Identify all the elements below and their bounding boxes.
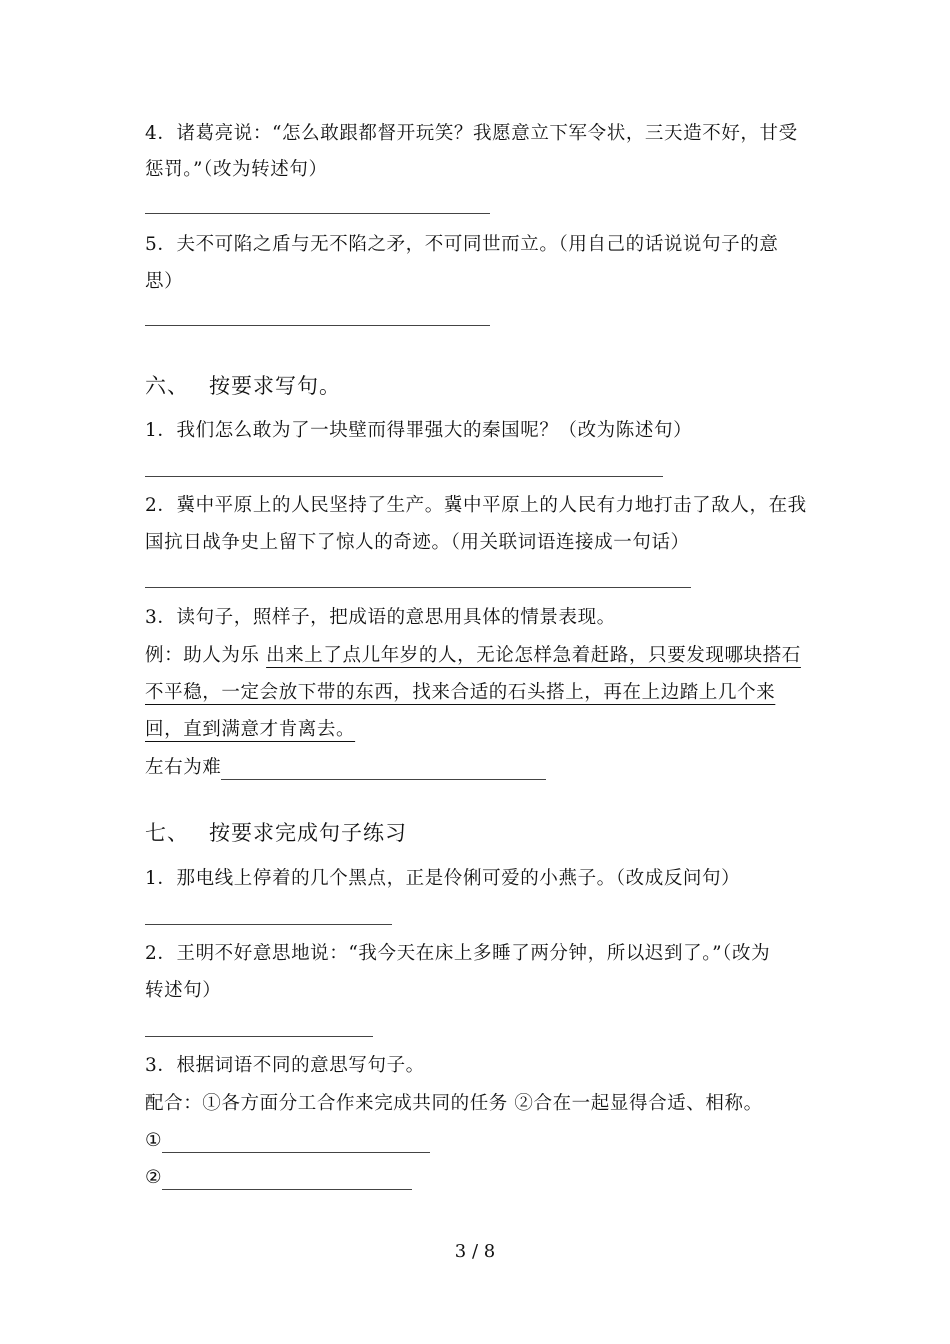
example-prefix: 例：助人为乐 [145,645,260,666]
task-answer-blank[interactable] [221,757,546,780]
s6-q2-answer-line[interactable] [145,587,691,588]
q5-text-line1: 5．夫不可陷之盾与无不陷之矛，不可同世而立。（用自己的话说说句子的意 [145,234,779,255]
s6-q2-text-line2: 国抗日战争史上留下了惊人的奇迹。（用关联词语连接成一句话） [145,532,690,553]
s6-q1-answer-line[interactable] [145,476,663,477]
example-line3 [145,718,355,742]
section7-title: 按要求完成句子练习 [209,821,407,845]
blank2-label: ② [145,1167,163,1188]
s7-q1-answer-line[interactable] [145,924,392,925]
q4-text-line1: 4．诸葛亮说：“怎么敢跟都督开玩笑？我愿意立下军令状，三天造不好，甘受 [145,123,798,144]
section6-title: 按要求写句。 [209,374,341,398]
section7-heading [145,819,407,847]
page-number: 3 / 8 [454,1241,496,1262]
s7-q2-text-line1: 2．王明不好意思地说：“我今天在床上多睡了两分钟，所以迟到了。”（改为 [145,943,771,964]
s6-q1-text: 1．我们怎么敢为了一块壁而得罪强大的秦国呢？（改为陈述句） [145,420,693,441]
example-underlined-3: 回，直到满意才肯离去。 [145,719,356,740]
example-underlined-2: 不平稳，一定会放下带的东西，找来合适的石头搭上，再在上边踏上几个来 [145,682,776,703]
blank1-line [145,1129,430,1153]
blank2-line [145,1166,412,1190]
s6-q2-text-line1: 2．冀中平原上的人民坚持了生产。冀中平原上的人民有力地打击了敌人，在我 [145,495,807,516]
section6-heading [145,372,341,400]
s7-q2-text-line2: 转述句） [145,980,222,1001]
example-line1 [145,644,801,668]
s7-q3-text: 3．根据词语不同的意思写句子。 [145,1055,425,1076]
q4-text-line2: 惩罚。”（改为转述句） [145,159,328,180]
blank1-answer[interactable] [162,1130,430,1153]
s6-q3-text: 3．读句子，照样子，把成语的意思用具体的情景表现。 [145,607,616,628]
s7-q2-answer-line[interactable] [145,1036,373,1037]
blank1-label: ① [145,1130,163,1151]
q5-text-line2: 思） [145,271,184,292]
blank2-answer[interactable] [162,1167,412,1190]
section6-number: 六、 [145,374,189,398]
example-underlined-1: 出来上了点儿年岁的人，无论怎样急着赶路，只要发现哪块搭石 [266,645,801,666]
q4-answer-line[interactable] [145,213,490,214]
s7-q1-text: 1．那电线上停着的几个黑点，正是伶俐可爱的小燕子。（改成反问句） [145,868,741,889]
section7-number: 七、 [145,821,189,845]
q5-answer-line[interactable] [145,325,490,326]
task-label: 左右为难 [145,757,222,778]
task-line [145,756,546,780]
meaning-line: 配合：①各方面分工合作来完成共同的任务 ②合在一起显得合适、相称。 [145,1093,763,1114]
